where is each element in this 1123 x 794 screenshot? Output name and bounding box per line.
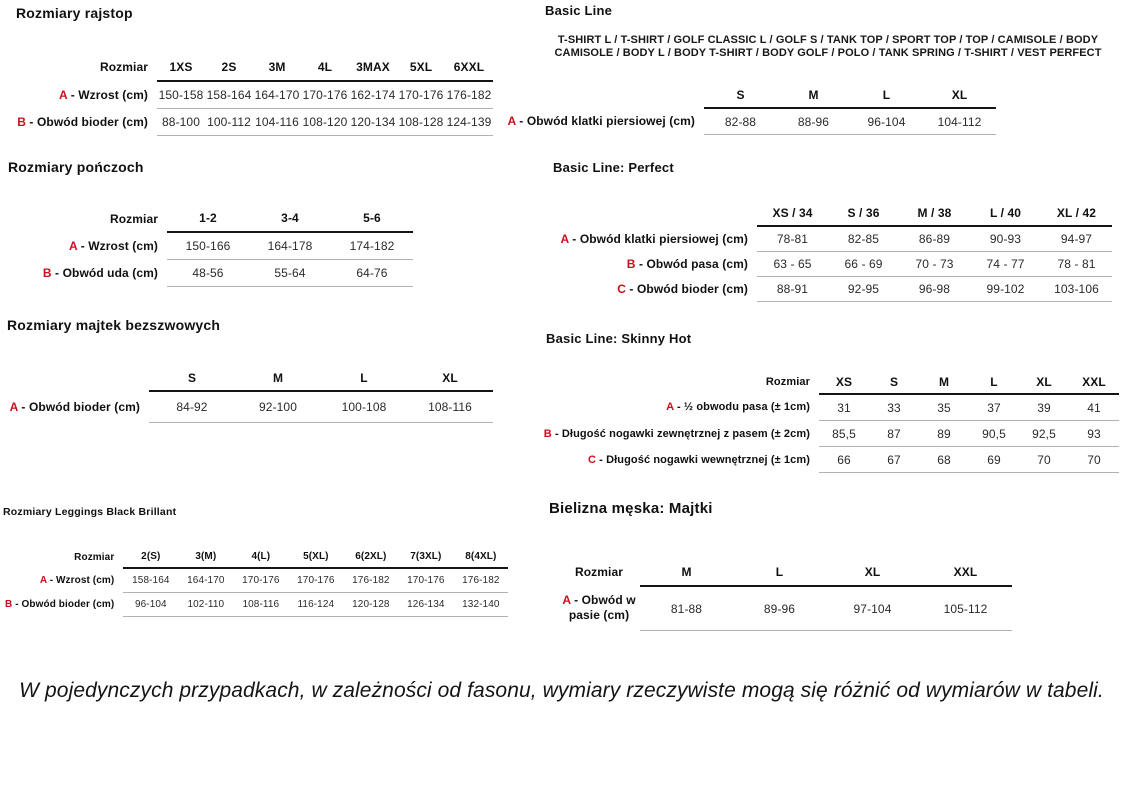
column-header: 6(2XL) <box>343 546 398 568</box>
size-table-ponczochy <box>13 205 413 287</box>
size-value: 104-116 <box>253 109 301 136</box>
size-value: 170-176 <box>288 568 343 593</box>
size-value: 108-120 <box>301 109 349 136</box>
measure-letter: A <box>68 238 78 253</box>
size-value: 176-182 <box>343 568 398 593</box>
column-header: M <box>919 370 969 394</box>
size-value: 89-96 <box>733 586 826 631</box>
size-value: 174-182 <box>331 232 413 260</box>
column-header: M / 38 <box>899 200 970 226</box>
size-value: 90-93 <box>970 226 1041 252</box>
column-header: 5(XL) <box>288 546 343 568</box>
size-value: 67 <box>869 447 919 473</box>
measure-letter: B <box>42 266 52 280</box>
size-value: 37 <box>969 394 1019 421</box>
table-row <box>13 232 413 260</box>
size-value: 82-85 <box>828 226 899 252</box>
size-value: 82-88 <box>704 108 777 135</box>
table-row <box>13 260 413 287</box>
size-value: 108-116 <box>407 391 493 423</box>
column-header: XL <box>923 82 996 108</box>
size-value: 102-110 <box>178 593 233 617</box>
size-value: 150-166 <box>167 232 249 260</box>
column-header: 2(S) <box>123 546 178 568</box>
table-header-row <box>13 205 413 232</box>
size-value: 63 - 65 <box>757 252 828 277</box>
size-value: 94-97 <box>1041 226 1112 252</box>
row-label: A - Wzrost (cm) <box>58 87 148 102</box>
column-header: M <box>235 365 321 391</box>
column-header: 1XS <box>157 53 205 81</box>
table-row <box>548 277 1112 302</box>
size-value: 176-182 <box>453 568 508 593</box>
row-label: A - Obwód bioder (cm) <box>9 399 140 414</box>
size-value: 92-100 <box>235 391 321 423</box>
column-header: S <box>869 370 919 394</box>
size-value: 87 <box>869 421 919 447</box>
column-header: 8(4XL) <box>453 546 508 568</box>
size-value: 96-104 <box>123 593 178 617</box>
table-row <box>538 394 1119 421</box>
size-value: 100-108 <box>321 391 407 423</box>
size-value: 96-98 <box>899 277 970 302</box>
table-corner-label: Rozmiar <box>109 211 158 226</box>
size-value: 164-178 <box>249 232 331 260</box>
size-value: 78 - 81 <box>1041 252 1112 277</box>
size-value: 170-176 <box>397 81 445 109</box>
column-header: 2S <box>205 53 253 81</box>
size-value: 55-64 <box>249 260 331 287</box>
row-label: A - ½ obwodu pasa (± 1cm) <box>666 401 810 414</box>
size-value: 81-88 <box>640 586 733 631</box>
measure-letter: A <box>58 87 68 102</box>
column-header: XXL <box>1069 370 1119 394</box>
row-label: C - Długość nogawki wewnętrznej (± 1cm) <box>587 453 810 466</box>
size-value: 66 <box>819 447 869 473</box>
size-value: 93 <box>1069 421 1119 447</box>
basic-line-products-line1: T-SHIRT L / T-SHIRT / GOLF CLASSIC L / GOLF S / TANK TOP / SPORT TOP / TOP / CAMISOLE / BODY <box>557 34 1099 46</box>
table-header-row <box>548 200 1112 226</box>
table-row <box>0 391 493 423</box>
column-header: 6XXL <box>445 53 493 81</box>
size-table-majtki-bezszwowe <box>0 365 493 423</box>
column-header: 3(M) <box>178 546 233 568</box>
size-value: 70 <box>1069 447 1119 473</box>
table-row <box>495 108 996 135</box>
column-header: S <box>704 82 777 108</box>
size-value: 170-176 <box>233 568 288 593</box>
table-corner-label: Rozmiar <box>765 376 810 388</box>
section-title-majtki-meskie: Bielizna męska: Majtki <box>549 500 713 517</box>
table-header-row <box>558 558 1012 586</box>
size-value: 170-176 <box>398 568 453 593</box>
size-value: 96-104 <box>850 108 923 135</box>
disclaimer-note: W pojedynczych przypadkach, w zależności od fasonu, wymiary rzeczywiste mogą się różnić od wymiarów w tabeli. <box>19 679 1104 702</box>
measure-letter: A <box>560 231 569 246</box>
size-value: 158-164 <box>205 81 253 109</box>
size-value: 31 <box>819 394 869 421</box>
table-header-row <box>5 546 508 568</box>
size-value: 84-92 <box>149 391 235 423</box>
measure-letter: C <box>587 453 597 466</box>
size-table-majtki-meskie <box>558 558 1012 631</box>
size-value: 116-124 <box>288 593 343 617</box>
table-header-row <box>538 370 1119 394</box>
measure-letter: A <box>666 401 674 414</box>
table-row <box>10 81 493 109</box>
size-table-leggings <box>5 546 508 617</box>
size-value: 41 <box>1069 394 1119 421</box>
row-label: A - Wzrost (cm) <box>68 238 158 253</box>
basic-line-products-list <box>545 34 1111 59</box>
row-label: A - Obwód klatki piersiowej (cm) <box>507 114 695 129</box>
measure-letter: A <box>562 593 571 608</box>
measure-letter: C <box>617 282 626 296</box>
size-value: 88-91 <box>757 277 828 302</box>
size-value: 158-164 <box>123 568 178 593</box>
column-header: XL <box>826 558 919 586</box>
size-value: 108-128 <box>397 109 445 136</box>
row-label: B - Obwód pasa (cm) <box>626 257 748 271</box>
size-table-perfect <box>548 200 1112 302</box>
measure-letter: B <box>543 427 552 440</box>
size-value: 70 <box>1019 447 1069 473</box>
column-header: XL <box>1019 370 1069 394</box>
size-value: 68 <box>919 447 969 473</box>
size-value: 70 - 73 <box>899 252 970 277</box>
size-table-rajstop <box>10 53 493 136</box>
column-header: XL <box>407 365 493 391</box>
section-title-leggings: Rozmiary Leggings Black Brillant <box>3 506 177 518</box>
column-header: XS <box>819 370 869 394</box>
row-label: C - Obwód bioder (cm) <box>617 282 748 296</box>
size-value: 164-170 <box>178 568 233 593</box>
column-header: XL / 42 <box>1041 200 1112 226</box>
column-header: 5-6 <box>331 205 413 232</box>
column-header: M <box>640 558 733 586</box>
table-row <box>5 593 508 617</box>
size-value: 162-174 <box>349 81 397 109</box>
table-row <box>5 568 508 593</box>
column-header: L <box>850 82 923 108</box>
size-value: 108-116 <box>233 593 288 617</box>
column-header: 3MAX <box>349 53 397 81</box>
size-value: 100-112 <box>205 109 253 136</box>
size-value: 66 - 69 <box>828 252 899 277</box>
table-row <box>10 109 493 136</box>
row-label: A - Obwód w pasie (cm) <box>562 593 636 623</box>
column-header: 3M <box>253 53 301 81</box>
size-value: 39 <box>1019 394 1069 421</box>
size-value: 92-95 <box>828 277 899 302</box>
basic-line-products-line2: CAMISOLE / BODY L / BODY T-SHIRT / BODY GOLF / POLO / TANK SPRING / T-SHIRT / VEST PERFECT <box>554 46 1102 59</box>
measure-letter: B <box>626 257 636 271</box>
size-value: 85,5 <box>819 421 869 447</box>
section-title-basic-line: Basic Line <box>545 3 613 18</box>
size-value: 97-104 <box>826 586 919 631</box>
table-row <box>538 447 1119 473</box>
table-corner-label <box>495 82 704 108</box>
size-value: 105-112 <box>919 586 1012 631</box>
column-header: L / 40 <box>970 200 1041 226</box>
size-value: 69 <box>969 447 1019 473</box>
column-header: L <box>733 558 826 586</box>
column-header: L <box>969 370 1019 394</box>
measure-letter: B <box>5 599 13 610</box>
size-value: 170-176 <box>301 81 349 109</box>
size-value: 92,5 <box>1019 421 1069 447</box>
table-header-row <box>10 53 493 81</box>
size-value: 164-170 <box>253 81 301 109</box>
size-value: 78-81 <box>757 226 828 252</box>
size-value: 89 <box>919 421 969 447</box>
column-header: XS / 34 <box>757 200 828 226</box>
size-value: 88-100 <box>157 109 205 136</box>
size-value: 99-102 <box>970 277 1041 302</box>
table-row <box>548 226 1112 252</box>
table-corner-label: Rozmiar <box>574 564 624 579</box>
column-header: 1-2 <box>167 205 249 232</box>
size-table-basic-line <box>495 82 996 135</box>
size-table-skinny-hot <box>538 370 1119 473</box>
section-title-majtki-bezszwowe: Rozmiary majtek bezszwowych <box>7 317 221 333</box>
size-value: 132-140 <box>453 593 508 617</box>
table-corner-label: Rozmiar <box>74 551 115 563</box>
section-title-perfect: Basic Line: Perfect <box>553 160 674 175</box>
size-value: 88-96 <box>777 108 850 135</box>
section-title-ponczochy: Rozmiary pończoch <box>8 159 144 175</box>
size-value: 33 <box>869 394 919 421</box>
size-value: 120-128 <box>343 593 398 617</box>
size-value: 48-56 <box>167 260 249 287</box>
measure-letter: A <box>9 399 18 414</box>
table-header-row <box>0 365 493 391</box>
table-corner-label <box>548 200 757 226</box>
table-header-row <box>495 82 996 108</box>
measure-letter: B <box>17 115 26 129</box>
size-value: 176-182 <box>445 81 493 109</box>
column-header: 3-4 <box>249 205 331 232</box>
size-value: 120-134 <box>349 109 397 136</box>
table-row <box>548 252 1112 277</box>
row-label: B - Obwód bioder (cm) <box>17 115 148 129</box>
column-header: 4(L) <box>233 546 288 568</box>
size-value: 86-89 <box>899 226 970 252</box>
table-corner-label <box>0 365 149 391</box>
size-value: 90,5 <box>969 421 1019 447</box>
row-label: B - Obwód bioder (cm) <box>5 599 115 610</box>
row-label: A - Wzrost (cm) <box>39 574 115 586</box>
size-value: 104-112 <box>923 108 996 135</box>
size-value: 124-139 <box>445 109 493 136</box>
row-label: A - Obwód klatki piersiowej (cm) <box>560 231 748 246</box>
column-header: 4L <box>301 53 349 81</box>
column-header: S <box>149 365 235 391</box>
section-title-skinny-hot: Basic Line: Skinny Hot <box>546 331 692 346</box>
row-label: B - Długość nogawki zewnętrznej z pasem (± 2cm) <box>543 427 810 440</box>
column-header: L <box>321 365 407 391</box>
column-header: S / 36 <box>828 200 899 226</box>
section-title-rajstop: Rozmiary rajstop <box>16 5 133 21</box>
column-header: 7(3XL) <box>398 546 453 568</box>
table-row <box>558 586 1012 631</box>
size-value: 64-76 <box>331 260 413 287</box>
size-value: 126-134 <box>398 593 453 617</box>
row-label: B - Obwód uda (cm) <box>42 266 158 280</box>
column-header: XXL <box>919 558 1012 586</box>
size-value: 74 - 77 <box>970 252 1041 277</box>
size-value: 103-106 <box>1041 277 1112 302</box>
size-value: 150-158 <box>157 81 205 109</box>
table-corner-label: Rozmiar <box>99 60 148 74</box>
column-header: 5XL <box>397 53 445 81</box>
column-header: M <box>777 82 850 108</box>
size-value: 35 <box>919 394 969 421</box>
measure-letter: A <box>39 574 47 586</box>
measure-letter: A <box>507 114 516 129</box>
table-row <box>538 421 1119 447</box>
